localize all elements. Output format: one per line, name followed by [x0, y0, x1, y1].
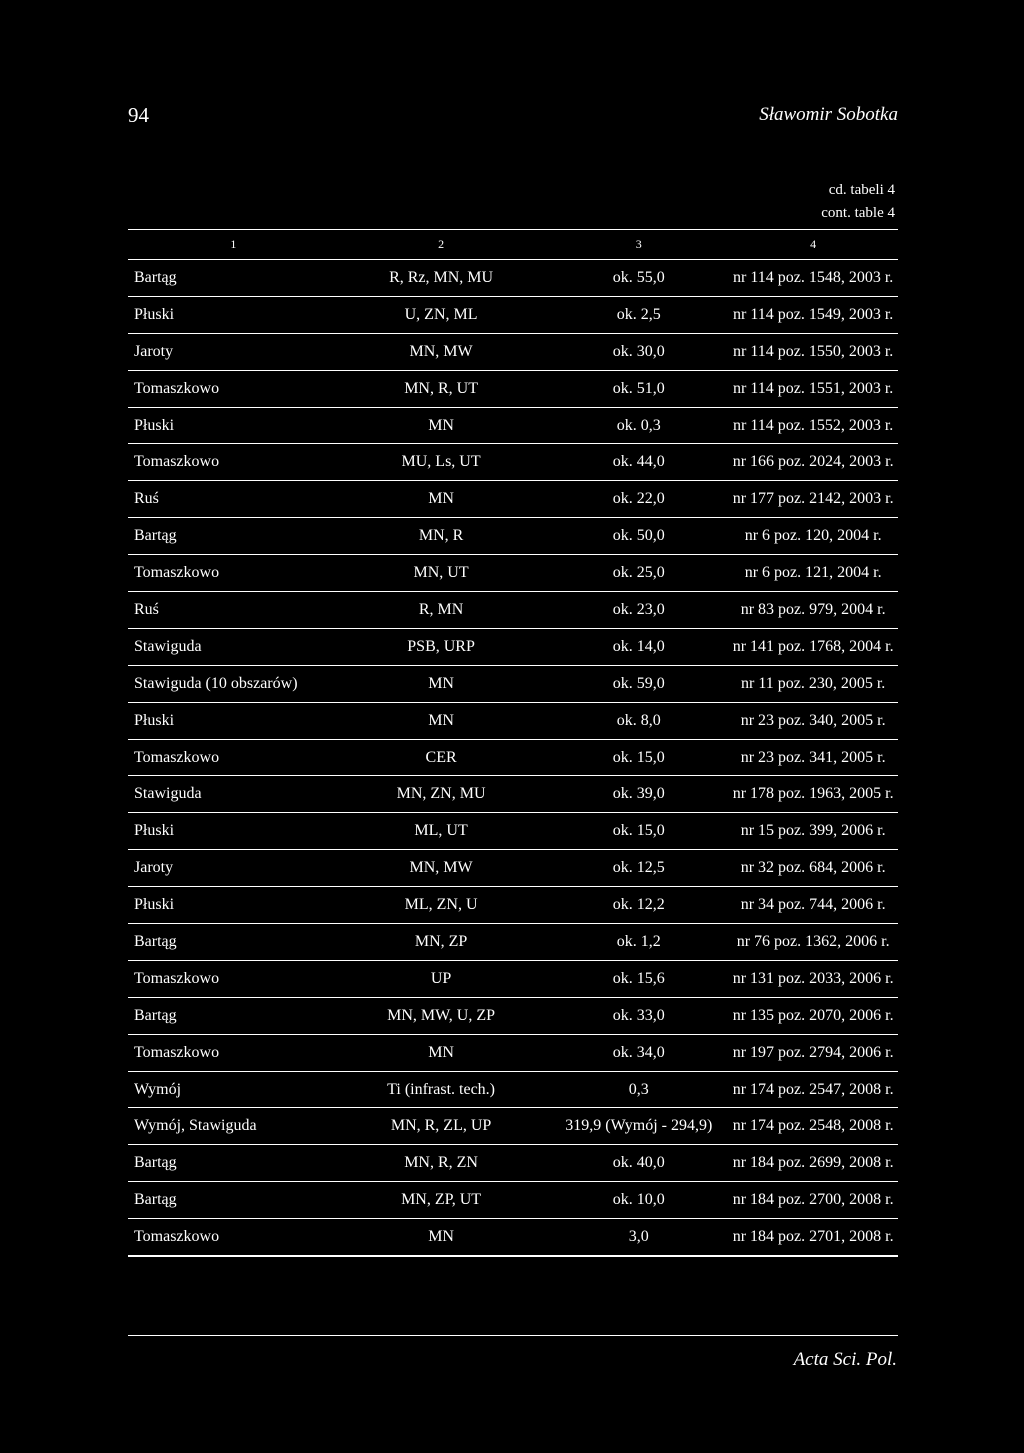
cell-area: 319,9 (Wymój - 294,9): [565, 1117, 713, 1135]
table-row: [128, 997, 898, 1034]
page-number: 94: [128, 103, 149, 127]
cell-locality: Tomaszkowo: [134, 379, 220, 397]
cell-locality: Stawiguda: [134, 637, 202, 655]
table-body: [128, 260, 898, 1256]
cell-locality: Bartąg: [134, 1154, 177, 1172]
cell-designation: MN: [428, 1227, 454, 1245]
cell-resolution: nr 177 poz. 2142, 2003 r.: [732, 490, 894, 508]
cell-locality: Tomaszkowo: [134, 564, 220, 582]
cell-designation: Ti (infrast. tech.): [387, 1080, 495, 1098]
cell-designation: MN, R, UT: [404, 379, 478, 397]
continuation-pl: cd. tabeli 4: [828, 182, 895, 198]
table-continuation-note: [821, 179, 895, 225]
cell-designation: MN, ZN, MU: [396, 785, 486, 803]
column-header: 1: [230, 237, 237, 251]
table-header-row: [128, 230, 898, 260]
cell-area: ok. 12,2: [612, 896, 665, 914]
cell-designation: MU, Ls, UT: [401, 453, 481, 471]
cell-designation: MN: [428, 674, 454, 692]
cell-resolution: nr 6 poz. 120, 2004 r.: [744, 527, 882, 545]
table-row: [128, 1219, 898, 1256]
cell-area: ok. 0,3: [616, 416, 661, 434]
column-header: 3: [635, 237, 642, 251]
cell-area: ok. 44,0: [612, 453, 665, 471]
table-row: [128, 481, 898, 518]
table-row: [128, 850, 898, 887]
cell-designation: MN, R: [418, 527, 464, 545]
table-row: [128, 960, 898, 997]
cell-designation: MN, MW: [409, 859, 473, 877]
cell-designation: MN: [428, 490, 454, 508]
table-row: [128, 1108, 898, 1145]
cell-locality: Tomaszkowo: [134, 1043, 220, 1061]
cell-designation: MN, MW: [409, 342, 473, 360]
cell-designation: R, Rz, MN, MU: [389, 268, 494, 286]
cell-locality: Tomaszkowo: [134, 1227, 220, 1245]
cell-area: ok. 2,5: [616, 305, 661, 323]
cell-locality: Ruś: [134, 600, 159, 618]
cell-resolution: nr 131 poz. 2033, 2006 r.: [732, 969, 894, 987]
cell-resolution: nr 135 poz. 2070, 2006 r.: [732, 1006, 894, 1024]
journal-name: Acta Sci. Pol.: [793, 1349, 897, 1370]
cell-resolution: nr 23 poz. 341, 2005 r.: [740, 748, 886, 766]
cell-resolution: nr 114 poz. 1550, 2003 r.: [732, 342, 894, 360]
cell-locality: Płuski: [134, 305, 175, 323]
cell-resolution: nr 32 poz. 684, 2006 r.: [740, 859, 886, 877]
table-row: [128, 1071, 898, 1108]
cell-area: ok. 15,0: [612, 748, 665, 766]
cell-locality: Płuski: [134, 896, 175, 914]
cell-resolution: nr 114 poz. 1549, 2003 r.: [732, 305, 894, 323]
cell-designation: U, ZN, ML: [404, 305, 478, 323]
table-row: [128, 1034, 898, 1071]
cell-designation: CER: [425, 748, 457, 766]
table-row: [128, 407, 898, 444]
cell-area: ok. 15,0: [612, 822, 665, 840]
cell-designation: MN, R, ZN: [404, 1154, 478, 1172]
column-header: 2: [438, 237, 445, 251]
cell-designation: ML, ZN, U: [404, 896, 478, 914]
cell-resolution: nr 197 poz. 2794, 2006 r.: [732, 1043, 894, 1061]
table-row: [128, 296, 898, 333]
cell-area: ok. 25,0: [612, 564, 665, 582]
table-row: [128, 333, 898, 370]
cell-locality: Tomaszkowo: [134, 453, 220, 471]
cell-resolution: nr 141 poz. 1768, 2004 r.: [732, 637, 894, 655]
cell-resolution: nr 76 poz. 1362, 2006 r.: [736, 932, 890, 950]
cell-resolution: nr 178 poz. 1963, 2005 r.: [732, 785, 894, 803]
table-row: [128, 444, 898, 481]
cell-locality: Bartąg: [134, 268, 177, 286]
continuation-en: cont. table 4: [821, 205, 895, 221]
cell-area: ok. 55,0: [612, 268, 665, 286]
cell-designation: MN, MW, U, ZP: [387, 1006, 496, 1024]
cell-resolution: nr 184 poz. 2701, 2008 r.: [732, 1227, 894, 1245]
cell-locality: Stawiguda: [134, 785, 202, 803]
cell-area: ok. 34,0: [612, 1043, 665, 1061]
cell-resolution: nr 184 poz. 2700, 2008 r.: [732, 1191, 894, 1209]
cell-locality: Bartąg: [134, 932, 177, 950]
cell-resolution: nr 23 poz. 340, 2005 r.: [740, 711, 886, 729]
cell-designation: UP: [430, 969, 452, 987]
cell-area: ok. 22,0: [612, 490, 665, 508]
table-row: [128, 739, 898, 776]
cell-resolution: nr 166 poz. 2024, 2003 r.: [732, 453, 894, 471]
cell-locality: Płuski: [134, 416, 175, 434]
cell-area: 3,0: [628, 1227, 649, 1245]
table-row: [128, 628, 898, 665]
cell-locality: Stawiguda (10 obszarów): [134, 674, 298, 692]
cell-area: ok. 39,0: [612, 785, 665, 803]
cell-locality: Płuski: [134, 822, 175, 840]
cell-designation: MN, R, ZL, UP: [390, 1117, 492, 1135]
running-head-author: Sławomir Sobotka: [759, 104, 898, 125]
table-row: [128, 260, 898, 297]
table-row: [128, 887, 898, 924]
table-row: [128, 518, 898, 555]
cell-resolution: nr 83 poz. 979, 2004 r.: [740, 600, 886, 618]
table-row: [128, 665, 898, 702]
cell-locality: Bartąg: [134, 1006, 177, 1024]
cell-area: ok. 50,0: [612, 527, 665, 545]
cell-resolution: nr 174 poz. 2547, 2008 r.: [732, 1080, 894, 1098]
cell-locality: Jaroty: [134, 859, 174, 877]
table-row: [128, 1182, 898, 1219]
cell-resolution: nr 114 poz. 1551, 2003 r.: [732, 379, 894, 397]
cell-locality: Ruś: [134, 490, 159, 508]
cell-locality: Bartąg: [134, 1191, 177, 1209]
cell-designation: MN: [428, 1043, 454, 1061]
cell-resolution: nr 34 poz. 744, 2006 r.: [740, 896, 886, 914]
table-row: [128, 1145, 898, 1182]
cell-designation: PSB, URP: [407, 637, 475, 655]
cell-resolution: nr 114 poz. 1548, 2003 r.: [732, 268, 894, 286]
cell-locality: Tomaszkowo: [134, 969, 220, 987]
cell-area: 0,3: [628, 1080, 649, 1098]
cell-area: ok. 51,0: [612, 379, 665, 397]
column-header: 4: [810, 237, 817, 251]
cell-locality: Bartąg: [134, 527, 177, 545]
cell-resolution: nr 11 poz. 230, 2005 r.: [740, 674, 886, 692]
cell-resolution: nr 15 poz. 399, 2006 r.: [740, 822, 886, 840]
table-row: [128, 924, 898, 961]
cell-designation: MN, UT: [413, 564, 469, 582]
cell-locality: Wymój, Stawiguda: [134, 1117, 257, 1135]
cell-resolution: nr 6 poz. 121, 2004 r.: [744, 564, 882, 582]
data-table: [128, 229, 898, 1257]
cell-designation: MN, ZP: [414, 932, 468, 950]
cell-designation: MN: [428, 416, 454, 434]
table-row: [128, 813, 898, 850]
cell-designation: MN, ZP, UT: [401, 1191, 482, 1209]
cell-area: ok. 40,0: [612, 1154, 665, 1172]
cell-area: ok. 59,0: [612, 674, 665, 692]
cell-locality: Płuski: [134, 711, 175, 729]
table-row: [128, 702, 898, 739]
cell-area: ok. 30,0: [612, 342, 665, 360]
cell-area: ok. 12,5: [612, 859, 665, 877]
cell-area: ok. 23,0: [612, 600, 665, 618]
table-row: [128, 370, 898, 407]
table-row: [128, 592, 898, 629]
cell-locality: Wymój: [134, 1080, 182, 1098]
cell-area: ok. 10,0: [612, 1191, 665, 1209]
cell-area: ok. 1,2: [616, 932, 661, 950]
cell-designation: ML, UT: [414, 822, 468, 840]
cell-designation: R, MN: [418, 600, 464, 618]
cell-resolution: nr 184 poz. 2699, 2008 r.: [732, 1154, 894, 1172]
cell-area: ok. 33,0: [612, 1006, 665, 1024]
cell-locality: Tomaszkowo: [134, 748, 220, 766]
cell-area: ok. 8,0: [616, 711, 661, 729]
cell-resolution: nr 174 poz. 2548, 2008 r.: [732, 1117, 894, 1135]
cell-area: ok. 14,0: [612, 637, 665, 655]
cell-area: ok. 15,6: [612, 969, 665, 987]
cell-resolution: nr 114 poz. 1552, 2003 r.: [732, 416, 894, 434]
footer-divider: [128, 1335, 898, 1336]
table-row: [128, 776, 898, 813]
cell-designation: MN: [428, 711, 454, 729]
cell-locality: Jaroty: [134, 342, 174, 360]
table-row: [128, 555, 898, 592]
